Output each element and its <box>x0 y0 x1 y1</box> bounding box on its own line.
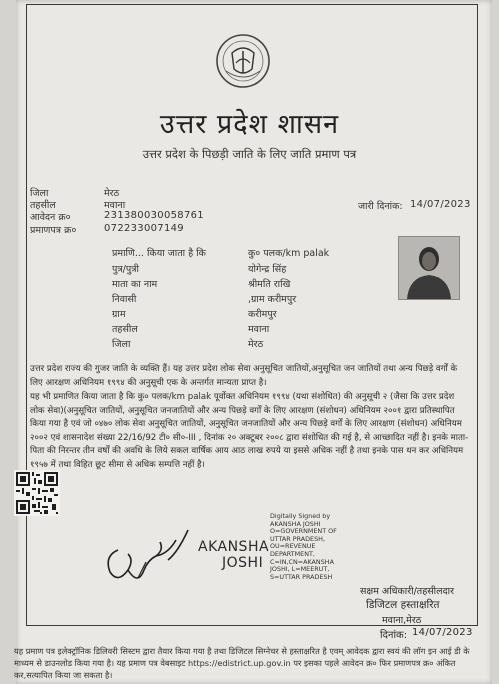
tehsil-value: मवाना <box>104 200 126 211</box>
digital-signature-details: Digitally Signed by AKANSHA JOSHI O=GOVERNMENT OF UTTAR PRADESH, OU=REVENUE DEPARTMENT, C=IN,CN=AKANSHA JOSHI, L=MEERUT, S=UTTAR PRADESH <box>270 512 337 581</box>
person-photo-icon <box>399 237 459 299</box>
district-value: मेरठ <box>104 188 120 199</box>
mother-value: श्रीमति राखि <box>248 279 291 290</box>
resident-value: ,ग्राम करीमपुर <box>248 294 297 305</box>
applicant-photo <box>398 236 460 300</box>
detail-district-label: जिला <box>112 339 131 350</box>
signer-name-line1: AKANSHA <box>198 539 270 555</box>
authority-digital-signed: डिजिटल हस्ताक्षरित <box>366 599 440 611</box>
authority-title: सक्षम अधिकारी/तहसीलदार <box>360 586 454 597</box>
caste-statement: उत्तर प्रदेश राज्य की गुजर जाति के व्यक्ति हैं। यह उत्तर प्रदेश लोक सेवा अनुसूचित जातियों,अनुसूचित जन जातियों तथा अन्य पिछड़े वर्गों के लिए आरक्षण अधिनियम १९९४ की अनुसूची एक के अन्तर्गत मान्यता प्राप्त है। <box>30 364 458 388</box>
detail-tehsil-value: मवाना <box>248 324 270 335</box>
applicant-name: कु० पलक/km palak <box>248 248 330 259</box>
document-subtitle: उत्तर प्रदेश के पिछड़ी जाति के लिए जाति प्रमाण पत्र <box>142 147 357 161</box>
application-no-value: 231380030058761 <box>104 210 204 221</box>
footer-note: यह प्रमाण पत्र इलेक्ट्रॉनिक डिलिवरी सिस्टम द्वारा तैयार किया गया है तथा डिजिटल सिग्नेचर से हस्ताक्षरित है एवम् आवेदक द्वारा स्वयं की लॉग इन आई डी के माध्यम से डाउनलोड किया गया है। यह प्रमाण पत्र वेबसाइट https://edistrict.up.gov.in पर इसका पहले आवेदन क्र० फिर प्रमाणपत्र क्र० अंकित कर,सत्यापित किया जा सकता है। <box>14 646 470 680</box>
handwritten-signature-icon <box>98 520 198 590</box>
application-no-label: आवेदन क्र० <box>30 212 71 223</box>
certification-statement: यह भी प्रमाणित किया जाता है कि कु० पलक/km palak पूर्वोक्त अधिनियम १९९४ (यथा संशोधित) की अनुसूची २ (जैसा कि उत्तर प्रदेश लोक सेवा)(अनुसूचित जातियों, अनुसूचित जनजातियों और अन्य पिछड़े वर्गों के लिए आरक्षण (संशोधन) अधिनियम २००१ द्वारा प्रतिस्थापित किया गया है एवं जो ०४७० लोक सेवा अनुसूचित जातियों, अनुसूचित जनजातियों और अन्य पिछड़े वर्गों के लिए आरक्षण (संशोधन) अधिनियम २००२ एवं शासनादेश संख्या 22/16/92 टी० सी०-III , दिनांक २० अक्टूबर २००८ द्वारा संशोधित की गई है, से आच्छादित नहीं है। इनके माता-पिता की निरन्तर तीन वर्षों की अवधि के लिये सकल वार्षिक आय आठ लाख रुपये या इससे अधिक नहीं है तथा इनके पास धन कर अधिनियम १९५७ में तथा विहित छूट सीमा से अधिक सम्पत्ति नहीं है। <box>30 392 469 470</box>
father-value: योगेन्द्र सिंह <box>248 264 287 275</box>
document-title: उत्तर प्रदेश शासन <box>159 109 340 140</box>
certificate-no-value: 072233007149 <box>104 223 184 234</box>
village-label: ग्राम <box>112 309 126 320</box>
mother-label: माता का नाम <box>112 279 158 290</box>
certify-intro: प्रमाणि... किया जाता है कि <box>112 248 206 259</box>
issue-date-label: जारी दिनांक: <box>358 201 403 212</box>
authority-date-value: 14/07/2023 <box>412 627 473 638</box>
village-value: करीमपुर <box>248 309 277 320</box>
issue-date-value: 14/07/2023 <box>410 199 471 210</box>
certificate-no-label: प्रमाणपत्र क्र० <box>30 225 77 236</box>
up-emblem-icon <box>212 33 274 89</box>
detail-district-value: मेरठ <box>248 339 264 350</box>
detail-tehsil-label: तहसील <box>112 324 138 335</box>
tehsil-label: तहसील <box>30 200 56 211</box>
district-label: जिला <box>30 188 49 199</box>
signer-name-line2: JOSHI <box>222 555 264 571</box>
qr-code-icon <box>14 470 60 516</box>
father-label: पुत्र/पुत्री <box>112 264 139 275</box>
authority-date-label: दिनांक: <box>380 630 408 641</box>
resident-label: निवासी <box>112 294 137 305</box>
authority-location: मवाना,मेरठ <box>382 615 422 626</box>
